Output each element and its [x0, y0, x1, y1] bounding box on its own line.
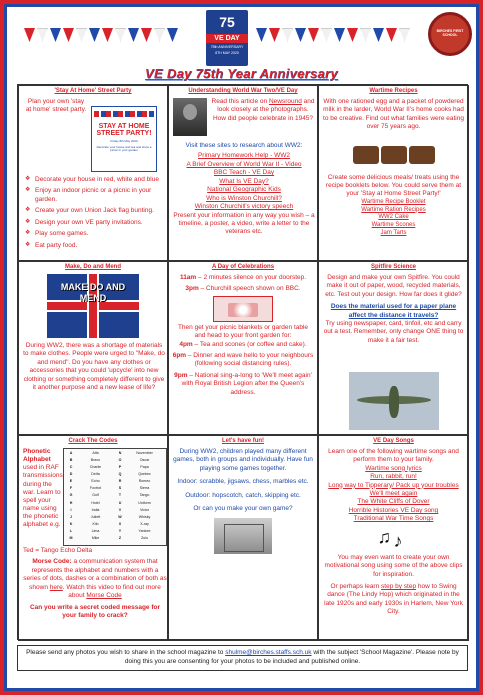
spitfire-heading: Spitfire Science [370, 264, 417, 270]
street-party-poster [91, 106, 157, 172]
nato-letter: W [118, 514, 122, 519]
lindy-link[interactable]: step by step [381, 583, 417, 591]
song-link[interactable]: The White Cliffs of Dover [357, 498, 430, 506]
list-item: ❖ Play some games. [25, 230, 165, 238]
songs-heading: VE Day Songs [373, 438, 414, 444]
nato-letter: P [118, 465, 122, 470]
fun-heading: Let's have fun! [221, 438, 265, 444]
songs-intro: Learn one of the following wartime songs and perform them to your family. [328, 447, 459, 464]
recipes-body: Create some delicious meals/ treats using the recipe booklets below. You could serve them at your 'Stay at Home Street Party!' [325, 173, 462, 198]
nato-column-left [66, 451, 115, 543]
schedule-item: 6pm – Dinner and wave hello to your neighbours (following social distancing rules). [172, 351, 314, 368]
make-do-text: During WW2, there was a shortage of materials to make clothes. People were urged to "Make, do and mend". Do you have any clothes or accessories that you could 'upcycle' into new clothing or something completely different to give it another purpose and a new lease of life? [23, 342, 165, 392]
nato-word: India [91, 507, 100, 512]
nato-word: Alfa [92, 451, 99, 455]
nato-word: Bravo [90, 458, 101, 463]
nato-letter: I [70, 507, 72, 512]
schedule-item: 9pm – National sing-a-long to 'We'll meet again' with Royal British Legion after the Queen's address. [174, 371, 312, 396]
nato-letter: U [118, 500, 122, 505]
nato-alphabet-table [63, 448, 167, 546]
make-do-cell [18, 261, 168, 435]
nato-word: Yankee [138, 528, 151, 533]
list-item: ❖ Eat party food. [25, 242, 165, 250]
nato-letter: H [69, 500, 73, 505]
nato-word: Whisky [138, 514, 151, 519]
nato-word: Uniform [138, 500, 151, 505]
nato-letter: S [118, 486, 122, 491]
list-item: ❖ Enjoy an indoor picnic or a picnic in your garden. [25, 187, 165, 204]
fun-indoor: Indoor: scrabble, jigsaws, chess, marbles etc. [177, 478, 309, 486]
codes-heading: Crack The Codes [68, 438, 118, 444]
ww2-links [173, 142, 315, 237]
schedule-item: 4pm – Tea and scones (or coffee and cake). [179, 340, 307, 348]
bunting-right [256, 28, 412, 46]
morse-here-link[interactable]: here [49, 583, 63, 591]
ww2-intro-post: and look closely at the photographs. How did people celebrate in 1945? [212, 98, 315, 122]
logo-number: 75 [219, 14, 235, 30]
lindy-post: how to Swing dance (The Lindy Hop) which originated in the late 1920s and early 1930s in Harlem, New York City. [324, 583, 463, 616]
nato-word: Oscar [139, 458, 150, 463]
header-banner [16, 10, 466, 68]
list-item: ❖ Design your own VE party invitations. [25, 219, 165, 227]
page-title: VE Day 75th Year Anniversary [145, 66, 338, 81]
nato-letter: J [70, 514, 72, 519]
morse-desc: a communication system that represents the alphabet and numbers with a series of dots, dashes or a combination of both as shown [23, 558, 167, 591]
list-item: ❖ Create your own Union Jack flag bunting. [25, 207, 165, 215]
nato-letter: T [118, 493, 122, 498]
nato-letter: Q [118, 472, 122, 477]
nato-letter: Z [118, 535, 122, 540]
newsround-link[interactable]: Newsround [268, 98, 302, 105]
nato-word: Mike [91, 535, 100, 540]
celebrations-heading: A Day of Celebrations [211, 264, 275, 270]
recipe-link[interactable]: Wartime Recipe Booklet [361, 198, 426, 205]
nato-word: Delta [91, 472, 100, 477]
nato-word: Juliett [90, 514, 101, 519]
nato-letter: L [69, 528, 73, 533]
footer-note [17, 645, 468, 671]
party-photo [213, 296, 273, 322]
codes-cell [18, 435, 168, 641]
songs-create: You may even want to create your own motivational song using some of the above clips for inspiration. [324, 553, 463, 578]
song-link[interactable]: Long way to Tipperary/ Pack up your troubles [328, 481, 459, 489]
poster-bunting [94, 111, 154, 117]
nato-letter: M [69, 535, 73, 540]
ww2-link[interactable]: What Is VE Day? [219, 177, 269, 185]
wartime-food-photo [339, 136, 449, 174]
recipes-cell [318, 85, 469, 261]
nato-column-right [115, 451, 164, 543]
nato-word: Echo [91, 479, 100, 484]
logo-subtitle: 75th ANNIVERSARY [210, 45, 244, 49]
nato-word: Sierra [139, 486, 150, 491]
ve-day-logo [206, 10, 248, 66]
ww2-intro [211, 98, 315, 123]
activity-grid [17, 84, 468, 640]
lindy-hop-text [322, 583, 465, 617]
nato-word: Romeo [138, 479, 151, 484]
morse-label: Morse Code: [32, 558, 72, 566]
nato-letter: D [69, 472, 73, 477]
spitfire-photo [349, 372, 439, 430]
recipe-link[interactable]: WW2 Cake [378, 214, 409, 221]
footer-email-link[interactable]: shulme@birches.staffs.sch.uk [225, 649, 312, 656]
nato-letter: X [118, 521, 122, 526]
footer-pre: Please send any photos you wish to share in the school magazine to [26, 649, 226, 656]
morse-video-link[interactable]: Morse Code [86, 592, 122, 600]
song-link[interactable]: We'll meet again [369, 489, 418, 497]
street-party-cell [18, 85, 168, 261]
schedule-item: Then get your picnic blankets or garden table and head to your front garden for: [177, 323, 309, 340]
nato-word: Hotel [91, 500, 100, 505]
nato-word: Charlie [89, 465, 102, 470]
fun-intro: During WW2, children played many different games, both in groups and individually. Have fun playing some games together. [173, 447, 313, 472]
street-party-list [25, 176, 165, 253]
music-notes-icon: ♫ ♪ [377, 526, 403, 551]
phonetic-text: used in RAF transmissions during the war. Learn to spell your name using the phonetic alphabet e.g. [23, 464, 63, 529]
morse-post: . Watch this video to find out more about [62, 583, 161, 600]
poster-title: STAY AT HOME STREET PARTY! [96, 123, 152, 138]
make-do-poster-text: MAKE DO AND MEND [60, 282, 126, 303]
recipes-heading: Wartime Recipes [369, 88, 418, 94]
songs-cell [318, 435, 469, 641]
fun-outdoor: Outdoor: hopscotch, catch, skipping etc. [185, 491, 301, 499]
nato-word: Golf [92, 493, 99, 498]
phonetic-title: Phonetic Alphabet [23, 448, 51, 464]
make-do-heading: Make, Do and Mend [64, 264, 121, 270]
song-link[interactable]: Traditional War Time Songs [353, 515, 434, 523]
ww2-intro-pre: Read this article on [211, 98, 269, 105]
schedule-item: 11am – 2 minutes silence on your doorstep. [179, 273, 307, 281]
street-party-intro: Plan your own 'stay at home' street party. [25, 98, 87, 114]
nato-letter: V [118, 507, 122, 512]
song-link[interactable]: Run, rabbit, run! [370, 473, 417, 481]
nato-letter: N [118, 451, 122, 455]
recipes-intro: With one rationed egg and a packet of powdered milk in the larder, World War II's home cooks had to be creative. Find out what families were eating over 75 years ago. [323, 97, 464, 131]
nato-word: Foxtrot [89, 486, 102, 491]
nato-letter: F [69, 486, 73, 491]
nato-letter: A [69, 451, 73, 455]
nato-word: Lima [91, 528, 100, 533]
codes-footer [23, 547, 167, 621]
nato-word: Quebec [138, 472, 151, 477]
ww2-cell [168, 85, 318, 261]
nato-letter: R [118, 479, 122, 484]
phonetic-example: Ted = Tango Echo Delta [23, 547, 93, 554]
lindy-pre: Or perhaps learn [330, 583, 382, 591]
ww2-link[interactable]: Who is Winston Churchill? [206, 194, 282, 202]
nato-word: Papa [140, 465, 149, 470]
nato-word: November [136, 451, 153, 455]
poster-date: Friday 8th May 2020 [110, 138, 138, 143]
nato-letter: K [69, 521, 73, 526]
crest-text: BIRCHES FIRST SCHOOL [436, 29, 464, 37]
nato-word: Kilo [92, 521, 99, 526]
ww2-link[interactable]: Primary Homework Help - WW2 [197, 152, 291, 160]
recipe-link[interactable]: Jam Tarts [380, 230, 407, 237]
phonetic-caption [23, 448, 61, 529]
schedule-item: 3pm – Churchill speech shown on BBC. [185, 285, 301, 293]
ww2-link[interactable]: A Brief Overview of World War II - Video [186, 160, 302, 168]
school-crest [428, 12, 472, 56]
nato-letter: G [69, 493, 73, 498]
morse-text [23, 558, 167, 600]
spitfire-cell [318, 261, 469, 435]
ww2-link[interactable]: BBC Teach - VE Day [213, 169, 275, 177]
recipe-link[interactable]: Wartime Scones [371, 222, 416, 229]
song-link[interactable]: Horrible Histories VE Day song [348, 506, 439, 514]
nato-letter: C [69, 465, 73, 470]
fun-question: Or can you make your own game? [193, 504, 293, 512]
children-playing-photo [214, 518, 272, 554]
ww2-link[interactable]: Winston Churchill's victory speech [194, 203, 294, 211]
list-item: ❖ Decorate your house in red, white and blue [25, 176, 165, 184]
nato-letter: B [69, 458, 73, 463]
spitfire-question: Does the material used for a paper plane affect the distance it travels? [330, 303, 457, 319]
celebrations-cell [168, 261, 318, 435]
spitfire-body: Try using newspaper, card, tinfoil, etc and carry out a test. Remember, only change ONE thing to make it a fair test. [323, 319, 464, 344]
nato-word: Victor [139, 507, 150, 512]
make-do-poster [47, 274, 139, 338]
ww2-outro: Present your information in any way you wish – a timeline, a poster, a video, write a letter to the veterans etc. [173, 211, 315, 236]
recipe-link[interactable]: Wartime Ration Recipes [361, 206, 426, 213]
footer-post: with the subject 'School Magazine'. Please note by doing this you are consenting for your photos to be included and published online. [124, 649, 459, 665]
churchill-photo [173, 98, 207, 136]
poster-sub: Decorate your house and tea and show a picnic in your garden [96, 144, 152, 153]
ww2-link[interactable]: National Geographic Kids [207, 186, 281, 194]
nato-letter: E [69, 479, 73, 484]
street-party-heading: 'Stay At Home' Street Party [54, 88, 132, 94]
nato-word: X-ray [140, 521, 149, 526]
logo-date: 8TH MAY 2020 [215, 51, 239, 55]
logo-label: VE DAY [206, 34, 248, 43]
nato-letter: O [118, 458, 122, 463]
ww2-research: Visit these sites to research about WW2: [185, 142, 303, 149]
codes-question: Can you write a secret coded message for your family to crack? [29, 603, 161, 620]
ww2-heading: Understanding World War Two/VE Day [188, 88, 298, 94]
fun-cell [168, 435, 318, 641]
bunting-left [24, 28, 180, 46]
nato-word: Tango [139, 493, 150, 498]
nato-letter: Y [118, 528, 122, 533]
spitfire-intro: Design and make your own Spitfire. You could make it out of paper, wood, recycled materials, etc. Test out your design. How far does it glide? [325, 273, 462, 298]
song-link[interactable]: Wartime song lyrics [365, 464, 422, 472]
nato-word: Zulu [141, 535, 148, 540]
